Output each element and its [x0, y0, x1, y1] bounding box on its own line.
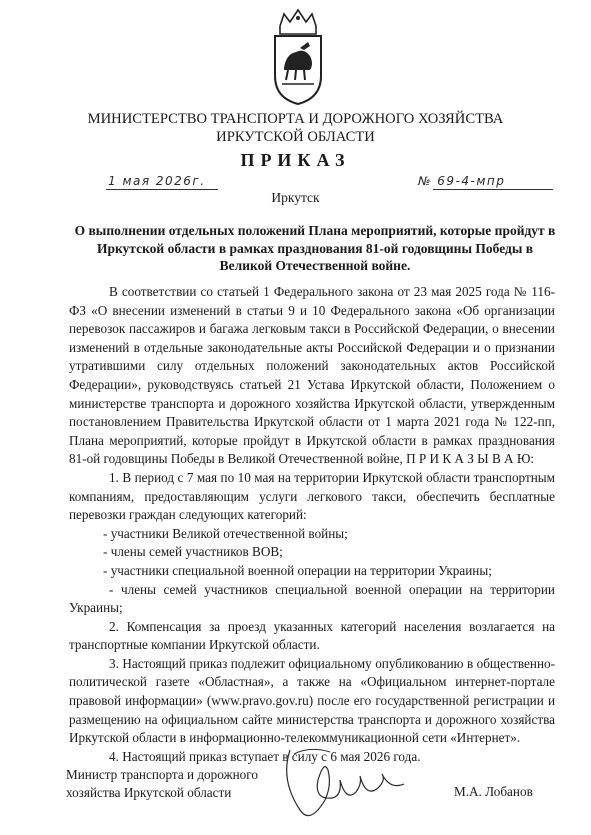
ministry-name-line1: МИНИСТЕРСТВО ТРАНСПОРТА И ДОРОЖНОГО ХОЗЯЙСТВА — [87, 111, 504, 127]
category-item-1: - участники Великой отечественной войны; — [103, 525, 348, 541]
item-2-paragraph: 2. Компенсация за проезд указанных категорий населения возлагается на транспортные компании Иркутской области. — [69, 618, 555, 653]
signatory-position-line1: Министр транспорта и дорожного — [66, 767, 258, 782]
preamble-paragraph: В соответствии со статьей 1 Федерального закона от 23 мая 2025 года № 116-ФЗ «О внесении изменений в статьи 9 и 10 Федерального закона «Об организации перевозок пассажиров и багажа легковым такси в Российской Федерации, о внесении изменений в отдельные законодательные акты Российской Федерации и о признании утратившими силу отдельных положений законодательных актов Российской Федерации», руководствуясь статьей 21 Устава Иркутской области, Положением о министерстве транспорта и дорожного хозяйства Иркутской области, утвержденным постановлением Правительства Иркутской области от 1 марта 2021 года № 122-пп, Плана мероприятий, которые пройдут в Иркутской области в рамках празднования 81-ой годовщины Победы в Великой Отечественной войне, П Р И К А З Ы В А Ю: — [69, 284, 555, 467]
document-title: О выполнении отдельных положений Плана мероприятий, которые пройдут в Иркутской области в рамках празднования 81-ой годовщины Победы в Великой Отечественной войне. — [74, 223, 556, 273]
signatory-position-line2: хозяйства Иркутской области — [66, 785, 232, 800]
category-item-3: - участники специальной военной операции на территории Украины; — [103, 562, 492, 578]
city-label: Иркутск — [271, 190, 320, 205]
item-4-paragraph: 4. Настоящий приказ вступает в силу с 6 мая 2026 года. — [109, 748, 421, 764]
document-body — [69, 283, 555, 766]
item-1-paragraph: 1. В период с 7 мая по 10 мая на территории Иркутской области транспортным компаниям, предоставляющим услуги легкового такси, обеспечить бесплатные перевозки граждан следующих категорий: — [69, 469, 555, 523]
coat-of-arms-emblem — [270, 6, 326, 106]
signatory-position — [66, 766, 258, 802]
document-type: ПРИКАЗ — [240, 150, 351, 170]
handwritten-date: 1 мая 2026г. — [108, 174, 206, 188]
category-item-2: - члены семей участников ВОВ; — [103, 544, 283, 560]
handwritten-number: № 69-4-мпр — [418, 174, 506, 188]
category-item-4: - члены семей участников специальной военной операции на территории Украины; — [69, 581, 555, 616]
handwritten-signature — [270, 740, 430, 830]
ministry-name-line2: ИРКУТСКОЙ ОБЛАСТИ — [216, 129, 375, 145]
item-3-paragraph: 3. Настоящий приказ подлежит официальному опубликованию в общественно-политической газете «Областная», а также на «Официальном интернет-портале правовой информации» (www.pravo.gov.ru) после его государственной регистрации и размещению на официальном сайте министерства транспорта и дорожного хозяйства Иркутской области в информационно-телекоммуникационной сети «Интернет». — [69, 655, 555, 746]
signatory-name: М.А. Лобанов — [454, 784, 533, 799]
